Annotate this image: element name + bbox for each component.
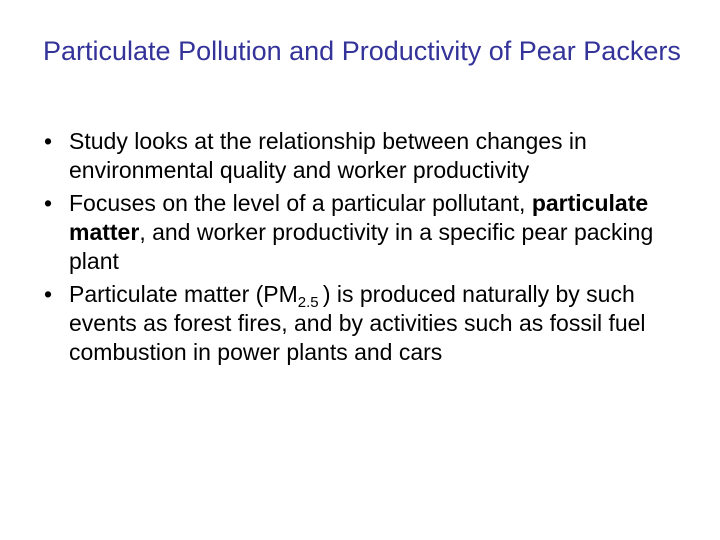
bullet-text-after: ) is produced naturally by such events as forest fires, and by activities such as fossil fuel combustion in power plants and cars: [69, 281, 646, 365]
bullet-emphasis: particulate matter: [69, 190, 649, 245]
bullet-text-before: Particulate matter (PM: [69, 281, 298, 307]
bullet-list: [0, 127, 700, 371]
bullet-item-pm: [0, 280, 700, 367]
bullet-dot: •: [44, 190, 53, 216]
bullet-dot: •: [44, 128, 53, 154]
slide-title: Particulate Pollution and Productivity of Pear Packers: [43, 36, 681, 66]
pm-subscript: 2.5: [297, 294, 323, 311]
bullet-item-focus: [0, 189, 700, 276]
bullet-item-study: [0, 127, 700, 185]
bullet-text-after: , and worker productivity in a specific pear packing plant: [69, 219, 654, 274]
bullet-text: Study looks at the relationship between changes in environmental quality and worker productivity: [69, 128, 587, 183]
bullet-dot: •: [44, 281, 53, 307]
bullet-text-before: Focuses on the level of a particular pollutant,: [69, 190, 532, 216]
